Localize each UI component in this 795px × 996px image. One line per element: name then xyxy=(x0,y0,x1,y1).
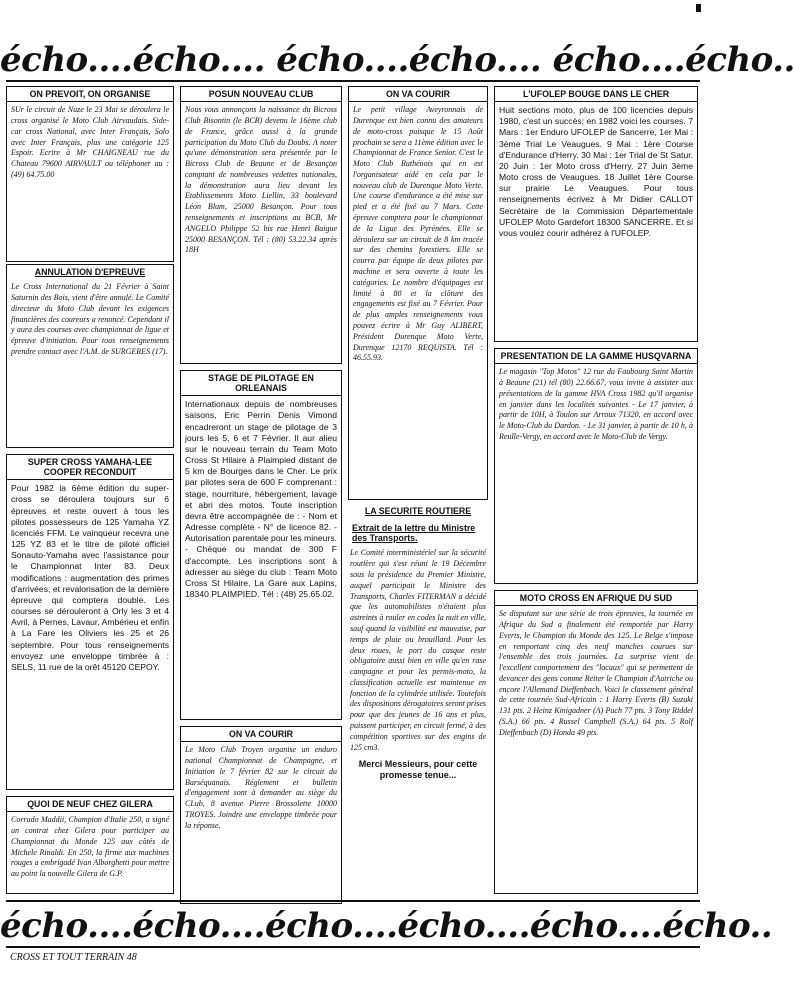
article-stage xyxy=(180,370,342,720)
article-title: ON VA COURIR xyxy=(349,87,487,102)
article-text: Le Cross International du 21 Février à Saint Saturnin des Bois, vient d'être annulé. Le Comité directeur du Moto Club devant les exigences financières des coureurs a renoncé. Cependant il y aura des courses avec championnat de ligue et épreuve d'initiation. Pour tous renseignements prendre contact avec l'A.M. de SURGERES (17). xyxy=(11,282,169,356)
echo-banner-top: écho....écho.... écho....écho.... écho....écho.. xyxy=(0,40,795,80)
article-text: Le Comité interministériel sur la sécurité routière qui s'est réuni le 19 Décembre sous la présidence du Premier Ministre, auquel participait le Ministre des Transports, Charles FITERMAN a décidé que les automobilistes n'étaient plus astreints à rouler en codes la nuit en ville, sauf quand la visibilité est mauvaise, par temps de pluie ou brouillard. Pour les deux roues, le port du casque reste obligatoire aussi bien en ville qu'en rase campagne et pour les permis-moto, la classification actuelle est maintenue en fonction de la cylindrée utilisée. Toutefois des dispositions dérogatoires seront prises pour que des jeunes de 16 ans et plus, puissent participer, en circuit fermé, à des compétition sportives sur des engins de 125 cm3. xyxy=(350,548,487,752)
article-text: Corrado Maddii, Champion d'Italie 250, a signé un contrat chez Gilera pour participer au Championnat du Monde 125 aux côtés de Michele Rinaldi. En 250, la firme aux machines rouges a embrigadé Ivan Alborghetti pour mettre au point la nouvelle Gilera de G.P. xyxy=(11,815,169,879)
bottom-rule xyxy=(6,946,700,948)
article-supercross xyxy=(6,454,174,790)
article-club xyxy=(180,86,342,364)
article-annulation xyxy=(6,264,174,448)
article-gilera xyxy=(6,796,174,894)
article-title: MOTO CROSS EN AFRIQUE DU SUD xyxy=(495,591,697,606)
article-text: SUr le circuit de Nuze le 23 Mai se déroulera le cross organisé le Moto Club Airvaudais. Side-car cross National, avec Inter Français, Solo avec Inter Français, plus une catégorie 125 Espoir. Ecrire à Mr CHAIGNEAU rue du Chateau 79600 AIRVAULT ou téléphoner au : (49) 64.75.00 xyxy=(11,105,169,179)
article-text: Nous vous annonçons la naissance du Bicross Club Bisontin (le BCB) devenu le 16ème club de France, grâce aussi à la grande participation du Moto Club du Doubs. A noter qu'une démonstration sera présentée par le Bicross Club de Beaune et de Besançon comptant de nombreuses vedettes nationales, la démonstration aura lieu devant les Etablissements Moto Liellin, 33 boulevard Léon Blum, 25000 Besançon. Pour tous renseignements et inscriptions au BCB, Mr ANGELO Philippe 52 bis rue Henri Baigue 25000 BESANÇON. Tél : (80) 53.22.34 après 18H xyxy=(185,105,337,255)
article-afrique xyxy=(494,590,698,894)
article-title: STAGE DE PILOTAGE EN ORLEANAIS xyxy=(181,371,341,396)
page-footer: CROSS ET TOUT TERRAIN 48 xyxy=(10,952,137,963)
article-securite xyxy=(348,504,488,892)
article-title: POSUN NOUVEAU CLUB xyxy=(181,87,341,102)
article-text: Le magasin "Top Motos" 12 rue du Faubourg Saint Martin à Beaune (21) tél (80) 22.66.67, vous invite à assister aux présentations de la gamme HVA Cross 1982 qu'il organise en janvier dans les localités suivantes - Le 17 janvier, à partir de 10H, à Toulon sur Arroux 71320, en accord avec le Moto-Club du Dardon. - Le 31 janvier, à partir de 10 h, à Reulle-Vergy, en accord avec le Moto-Club de Vergy. xyxy=(499,367,693,441)
article-courir-mid xyxy=(180,726,342,904)
article-title: LA SECURITE ROUTIERE xyxy=(364,506,472,516)
column-3 xyxy=(348,86,488,894)
article-title: PRESENTATION DE LA GAMME HUSQVARNA xyxy=(495,349,697,364)
article-text: Pour 1982 la 6ème édition du super-cross se déroulera toujours sur 6 épreuves et reste ouvert à tous les pilotes possesseurs de 125 Yamaha YZ licenciés FFM. Le vainqueur recevra une 125 YZ 83 et le titre de pilote officiel Sonauto-Yamaha avec l'assistance pour le Championnat Inter 83. Deux modifications : augmentation des primes d'arrivées, et revalorisation de la dernière épreuve qui comptera double. Les courses se dérouleront à Orly les 3 et 4 Avril, à Pernes, Lavaur, Ambérieu et enfin à La Fare les Oliviers les 25 et 26 septembre. Pour tous renseignements envoyez une enveloppe timbrée à : SELS, 11 rue de la orêt 45120 CEPOY. xyxy=(11,483,169,672)
article-text: Le Moto Club Troyen organise un enduro national Championnat de Champagne, et Initiation le 7 février 82 sur le circuit du Barséquanais. Réglement et bulletin d'engagement sont à demander au siège du CLub, 8 avenue Pierre Brossolette 10000 TROYES. Joindre une enveloppe timbrée pour la réponse. xyxy=(185,745,337,830)
article-title: QUOI DE NEUF CHEZ GILERA xyxy=(7,797,173,812)
corner-mark xyxy=(696,4,701,12)
article-title: ON VA COURIR xyxy=(181,727,341,742)
article-text: Huit sections moto, plus de 100 licencies depuis 1980, c'est un succès; en 1982 voici les courses. 7 Mars : 1er Enduro UFOLEP de Sancerre, 1er Mai : 3ème Trial Le Veaugues. 9 Mai : 1ère Course d'Endurance d'Herry. 30 Mai : 1er Trial de St Satur. 20 Juin : 1er Moto cross d'Herry. 27 Juin 3ème Moto cross de Veaugues. 18 Juillet 1ère Course sur prairie Le Veaugues. Pour tous renseignements écrivez à Mr Didier CALLOT Secrétaire de la Commission Départementale UFOLEP Moto Gardefort 18300 SANCERRE. Et si vous voulez courir adhérez à l'UFOLEP. xyxy=(499,105,693,238)
article-title: ANNULATION D'EPREUVE xyxy=(34,267,146,277)
article-text: Se disputant sur une série de trois épreuves, la tournée en Afrique du Sud a finalement été remportée par Harry Everts, le Champion du Monde des 125. Le Belge s'impose en remportant cinq des neuf manches courues sur l'ensemble des trois journées. La surprise vient de l'excellent comportement des "locaux" qui se permettent de devancer des gens comme Reiter le Champion d'Autriche ou encore l'Allemand Dieffenbach. Voici le classement général de cette tournée Sud-Africain : 1 Harry Everts (B) Suzuki 131 pts. 2 Heinz Kinigadner (A) Puch 77 pts. 3 Tony Riddel (S.A.) 66 pts. 4 Russel Campbell (S.A.) 64 pts. 5 Rolf Dieffenbach (D) Honda 49 pts. xyxy=(499,609,693,737)
article-text: Internationaux depuis de nombreuses saisons, Eric Perrin Denis Vimond encadreront un stage de pilotage de 3 jours les 5, 6 et 7 Février. Il aur alieu sur le nouveau terrain du Team Moto Cross St Hilaire à Plaimpied distant de 5 km de Bourges dans le Cher. Le prix par pilotes sera de 600 F comprenant : stage, nourriture, hébergement, lavage et abri des motos. Toute inscription devra être accompagnée de : - Nom et Adresse complète - N° de licence 82. - Autorisation parentale pour les mineurs. - Chèque ou mandat de 300 F d'accompte. Les inscriptions sont à adresser au siège du club : Team Moto Cross St Hilaire, La Gare aux Lapins, 18340 PLAIMPIED. Tél : (48) 25.65.02. xyxy=(185,399,337,600)
article-prevoit xyxy=(6,86,174,262)
column-1 xyxy=(6,86,174,894)
article-title: SUPER CROSS YAMAHA-LEE COOPER RECONDUIT xyxy=(7,455,173,480)
article-ufolep xyxy=(494,86,698,342)
column-2 xyxy=(180,86,342,894)
article-closing: Merci Messieurs, pour cette promesse tenue... xyxy=(358,759,478,780)
top-rule xyxy=(6,80,700,82)
bottom-rule-top xyxy=(6,900,700,902)
article-subtitle: Extrait de la lettre du Ministre des Transports. xyxy=(352,523,476,544)
article-husqvarna xyxy=(494,348,698,584)
article-title: L'UFOLEP BOUGE DANS LE CHER xyxy=(495,87,697,102)
column-4 xyxy=(494,86,698,894)
echo-banner-bottom: écho....écho....écho....écho....écho....écho.. xyxy=(0,906,773,946)
article-title: ON PREVOIT, ON ORGANISE xyxy=(7,87,173,102)
article-courir-right xyxy=(348,86,488,500)
article-text: Le petit village Aveyronnais de Durenque est bien connu des amateurs de moto-cross puisque le 15 Août prochain se sera a 11ème édition avec le Championnat de France Senior. C'est le Moto Club Ruthénois qui en est l'organisateur aidé en cela par le nouveau club de Durenque Moto Verte. Une course d'endurance a été mise sur pied et a été fixé au 7 Mars. Cette épreuve comptera pour le championnat de la Ligue des Pyrénées. Elle se déroulera sur un circuit de 8 km tracée sur des chemins forestiers. Elle se courra par équipe de deux pilotes par machine et sera ouverte à toute les catégories. Le nombre d'équipages est limité à 80 et la clôture des engagements est fixé au 7 Février. Pour de plus amples renseignements vous pouvez écrire à Mr Guy ALIBERT, Président Durenque Moto Verte, Durenque 12170 REQUISTA. Tél : 46.55.93. xyxy=(353,105,483,363)
